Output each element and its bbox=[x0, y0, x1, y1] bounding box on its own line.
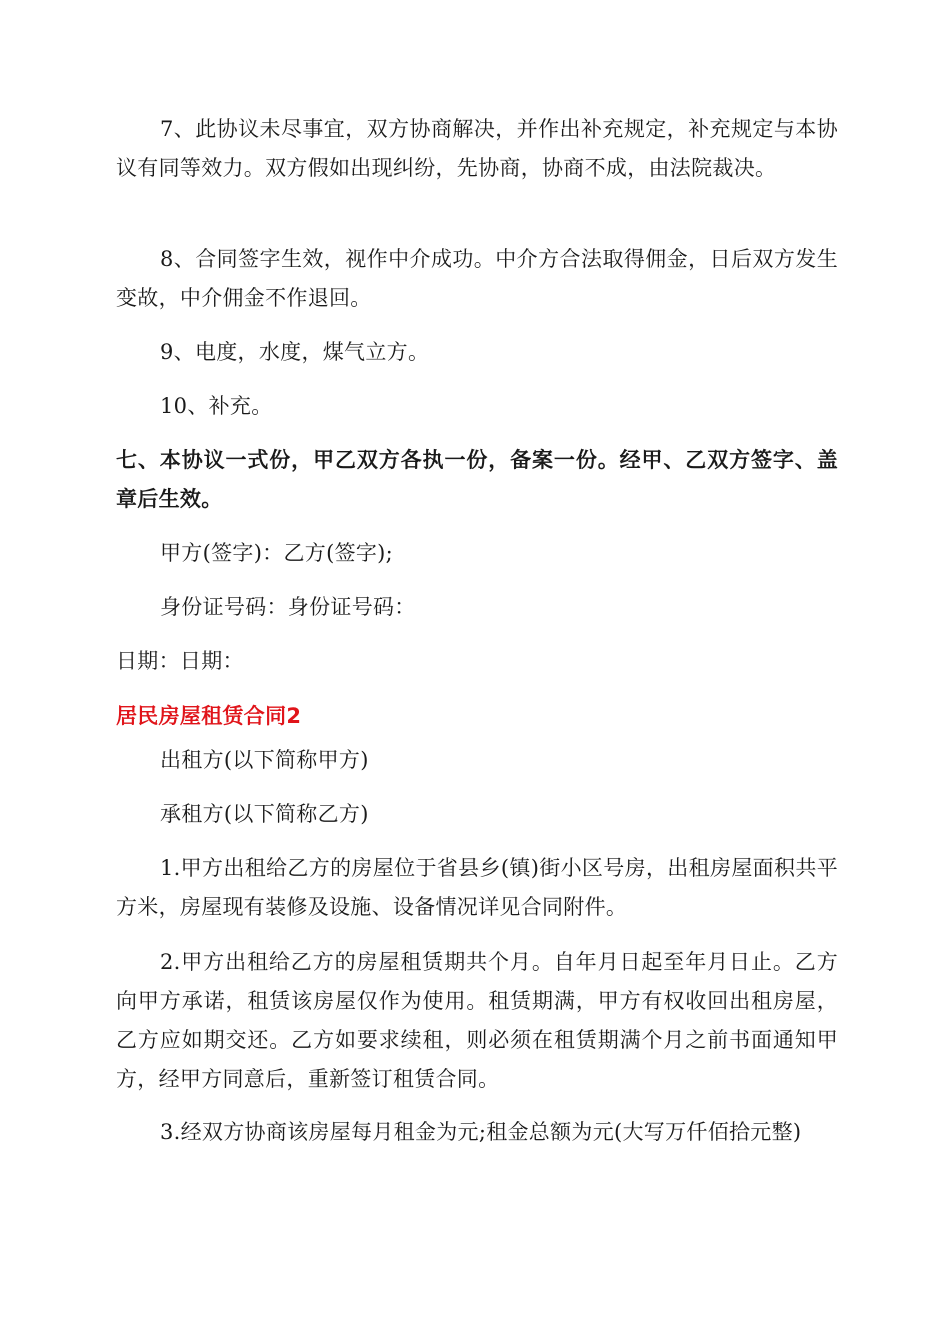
paragraph-clause-8: 8、合同签字生效，视作中介成功。中介方合法取得佣金，日后双方发生变故，中介佣金不作退回。 bbox=[116, 247, 838, 310]
date-line: 日期：日期： bbox=[116, 649, 244, 673]
paragraph-clause-7: 7、此协议未尽事宜，双方协商解决，并作出补充规定，补充规定与本协议有同等效力。双方假如出现纠纷，先协商，协商不成，由法院裁决。 bbox=[116, 117, 838, 180]
contract-2-clause-3: 3.经双方协商该房屋每月租金为元;租金总额为元(大写万仟佰拾元整) bbox=[160, 1120, 802, 1144]
id-number-line: 身份证号码：身份证号码： bbox=[160, 595, 416, 619]
contract-2-clause-1: 1.甲方出租给乙方的房屋位于省县乡(镇)街小区号房，出租房屋面积共平方米，房屋现有装修及设施、设备情况详见合同附件。 bbox=[116, 856, 838, 919]
paragraph-clause-10: 10、补充。 bbox=[160, 394, 273, 418]
section-7-heading: 七、本协议一式份，甲乙双方各执一份，备案一份。经甲、乙双方签字、盖章后生效。 bbox=[116, 448, 838, 511]
contract-2-title: 居民房屋租赁合同2 bbox=[116, 704, 302, 728]
lessor-line: 出租方(以下简称甲方) bbox=[160, 748, 369, 772]
paragraph-clause-9: 9、电度，水度，煤气立方。 bbox=[160, 340, 430, 364]
signature-line: 甲方(签字)：乙方(签字); bbox=[160, 541, 394, 565]
lessee-line: 承租方(以下简称乙方) bbox=[160, 802, 369, 826]
contract-2-clause-2: 2.甲方出租给乙方的房屋租赁期共个月。自年月日起至年月日止。乙方向甲方承诺，租赁该房屋仅作为使用。租赁期满，甲方有权收回出租房屋，乙方应如期交还。乙方如要求续租，则必须在租赁期满个月之前书面通知甲方，经甲方同意后，重新签订租赁合同。 bbox=[116, 950, 838, 1091]
